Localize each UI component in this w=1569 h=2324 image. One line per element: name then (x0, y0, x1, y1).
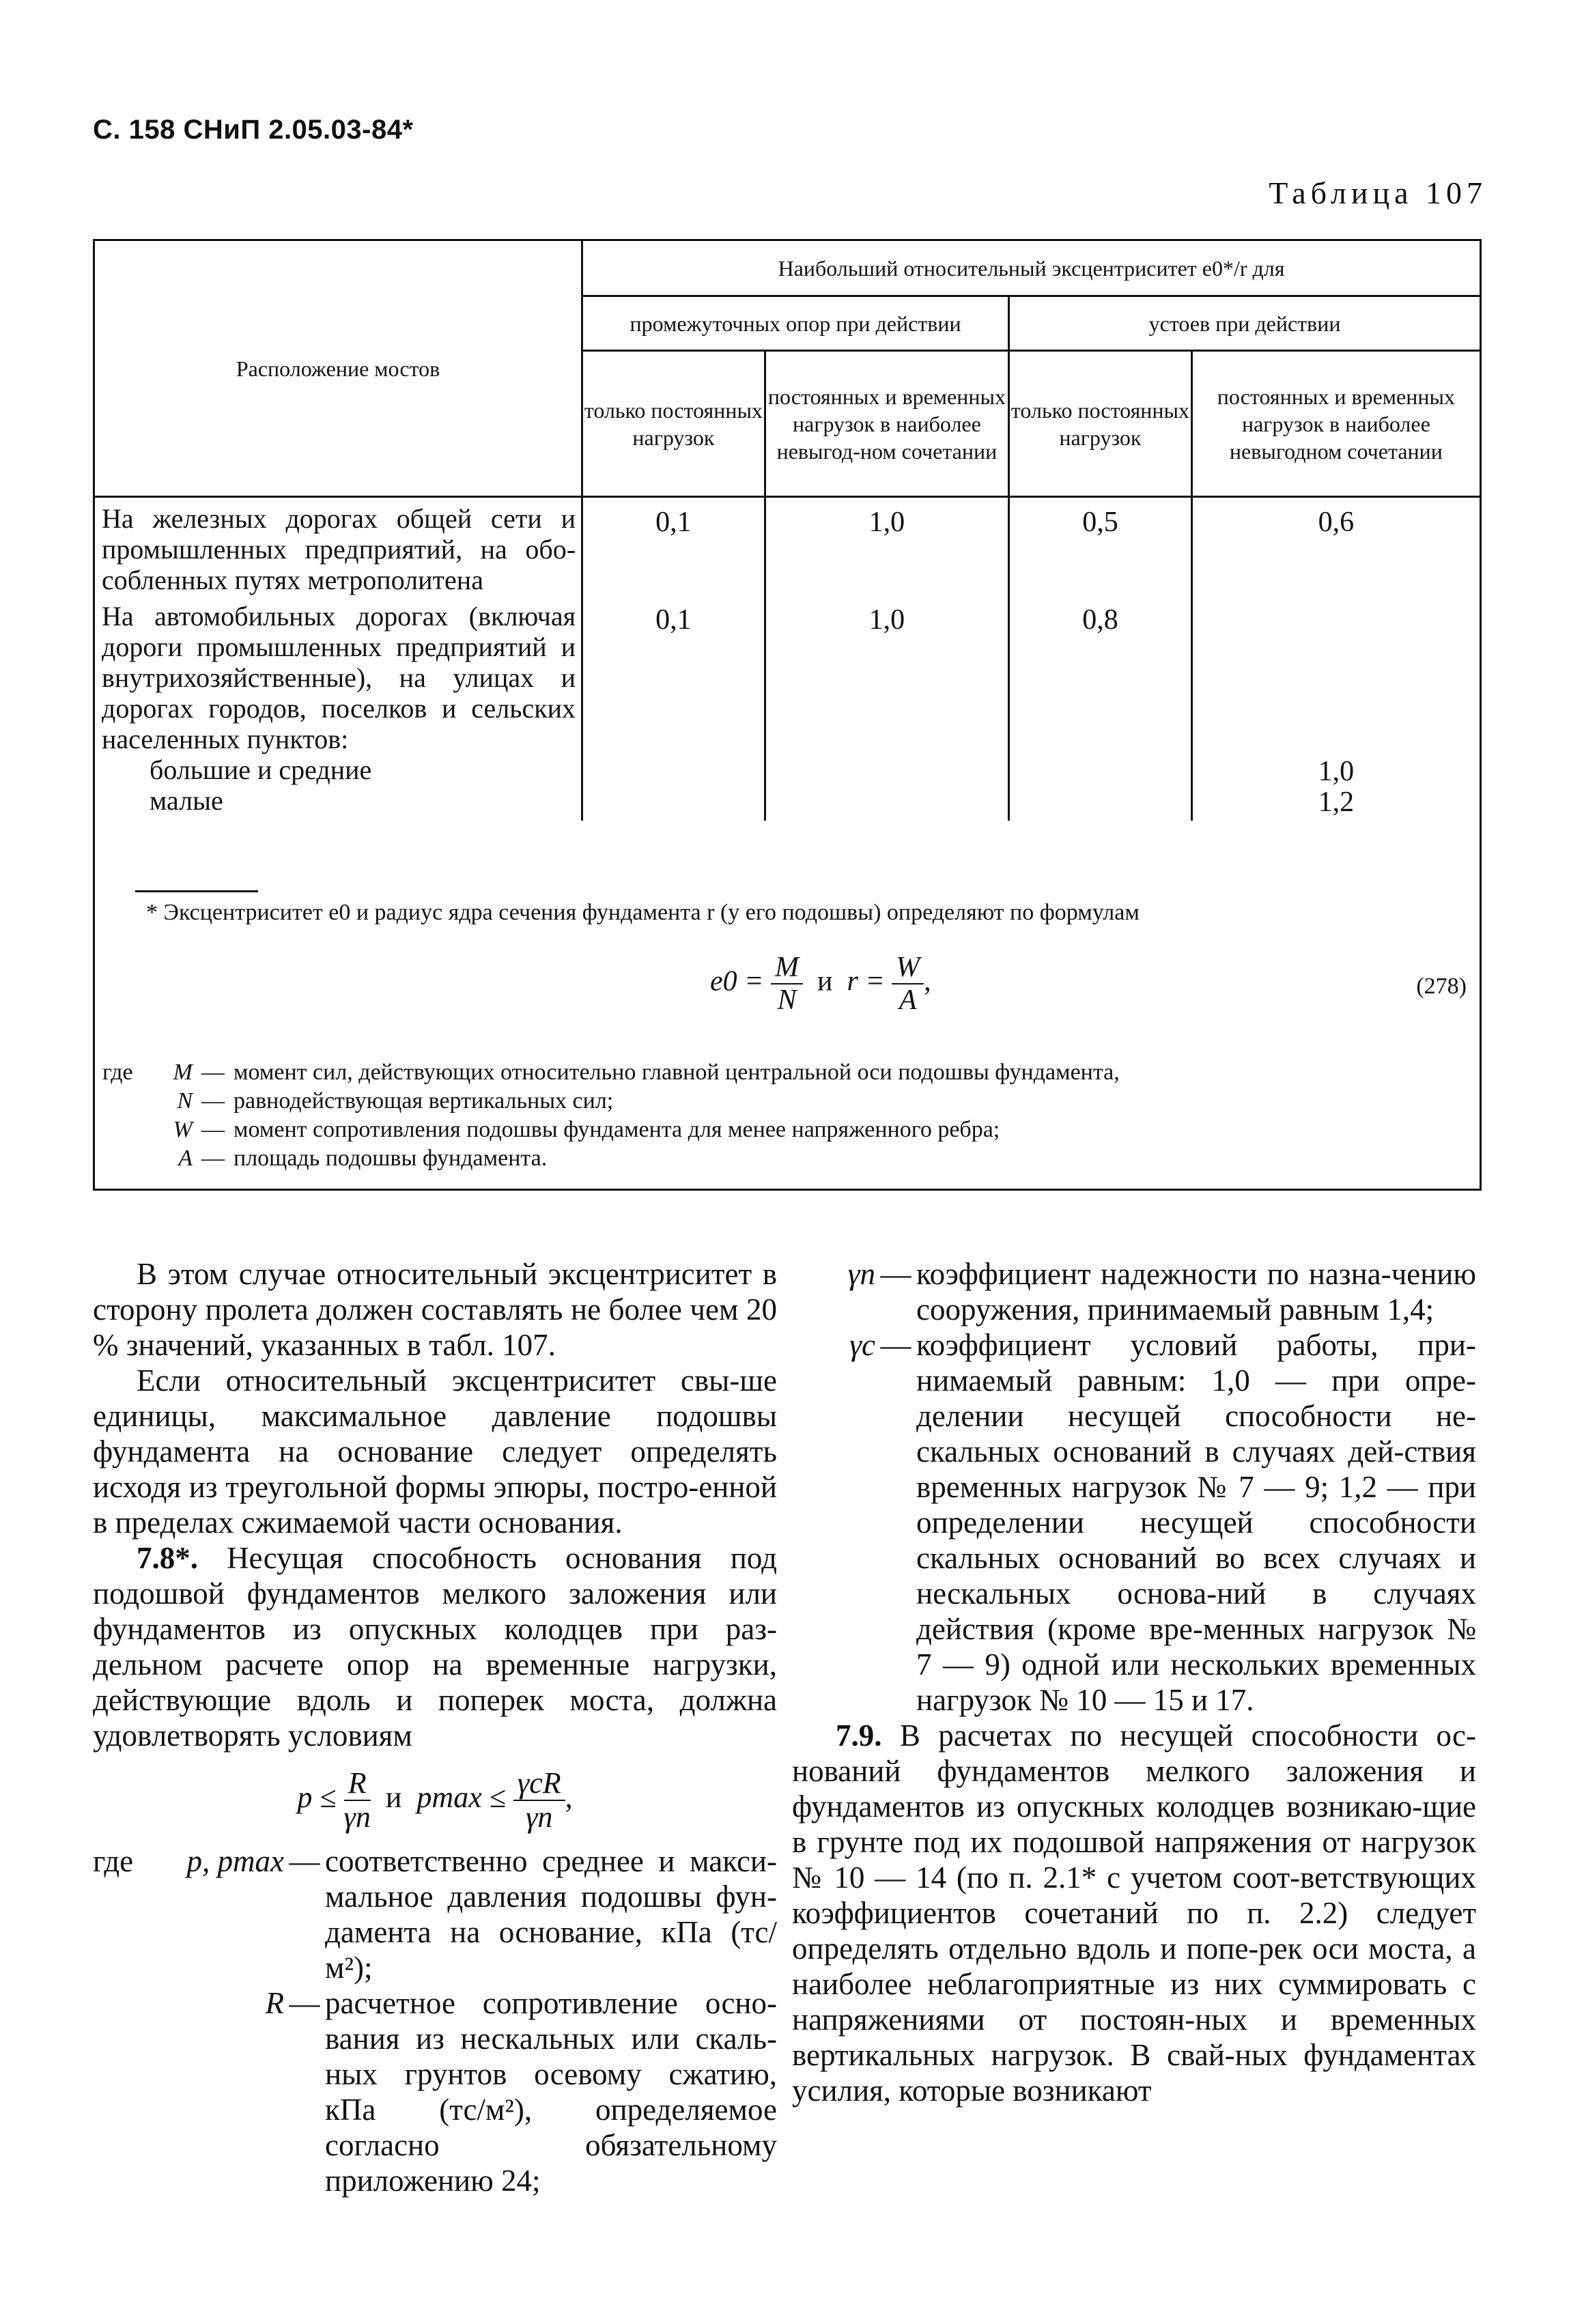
definition-term: R (265, 1986, 284, 2020)
right-column (792, 1256, 1476, 2108)
fraction-denominator: A (899, 984, 917, 1016)
legend-text: площадь подошвы фундамента. (234, 1146, 548, 1171)
formula-fraction (513, 1767, 565, 1834)
clause-text: Несущая способность основания под подошвой фундаментов мелкого заложения или фундаментов из опускных колодцев при раз-дельном расчете опор на временные нагрузки, действующие вдоль и поперек моста, должна удовлетворять условиям (93, 1541, 777, 1753)
paragraph (792, 1718, 1476, 2108)
row-value: 0,1 (582, 595, 765, 821)
fraction-denominator: γn (526, 1800, 553, 1834)
footnote-text: * Эксцентриситет e0 и радиус ядра сечения фундамента r (у его подошвы) определяют по формулам (146, 900, 1140, 925)
definition-lead: где (93, 1844, 134, 1878)
row-value: 1,0 (765, 595, 1008, 821)
legend-row: W — момент сопротивления подошвы фундамента для менее напряженного ребра; (102, 1116, 1120, 1144)
row-value: 1,0 (765, 497, 1008, 596)
header-leaf-1: только постоянных нагрузок (582, 351, 765, 497)
formula-bearing-conditions (93, 1767, 777, 1834)
fraction-denominator: γn (343, 1800, 371, 1834)
header-location: Расположение мостов (94, 240, 582, 497)
formula-tail: , (924, 965, 931, 997)
table-frame (93, 239, 1482, 1191)
eccentricity-table (93, 239, 1482, 821)
header-leaf-4: постоянных и временных нагрузок в наиболее невыгодном сочетании (1191, 351, 1480, 497)
legend-lead (102, 1087, 165, 1116)
paragraph: В этом случае относительный эксцентриситет в сторону пролета должен составлять не более чем 20 % значений, указанных в табл. 107. (93, 1257, 777, 1362)
definition-row: γc — коэффициент условий работы, при-нимаемый равным: 1,0 — при опре-делении несущей способности не-скальных оснований в случаях дей-ствия временных нагрузок № 7 — 9; 1,2 — при определении несущей способности скальных оснований во всех случаях и нескальных основа-ний в случаях действия (кроме вре-менных нагрузок № 7 — 9) одной или нескольких временных нагрузок № 10 — 15 и 17. (792, 1327, 1476, 1718)
formula-eccentricity (710, 952, 931, 1016)
formula-legend (102, 1058, 1120, 1173)
fraction-numerator: M (771, 952, 803, 984)
fraction-numerator: W (892, 952, 924, 984)
legend-row: где M — момент сил, действующих относительно главной центральной оси подошвы фундамента, (102, 1058, 1120, 1087)
definition-text: расчетное сопротивление осно-вания из нескальных или скаль-ных грунтов осевому сжатию, кПа (тс/м²), определяемое согласно обязательному приложению 24; (325, 1986, 777, 2198)
legend-lead (102, 1116, 165, 1144)
footnote-rule (135, 890, 258, 892)
row-value: 0,8 (1009, 595, 1192, 821)
row-location: На автомобильных дорогах (включая дороги промышленных предприятий и внутрихозяйственные), на улицах и дорогах городов, поселков и сельских населенных пунктов: (102, 601, 576, 754)
row-sublocation: большие и средние (150, 754, 372, 785)
legend-symbol: W (173, 1117, 193, 1142)
legend-text: момент сопротивления подошвы фундамента для менее напряженного ребра; (234, 1117, 1000, 1142)
definition-text: коэффициент надежности по назна-чению сооружения, принимаемый равным 1,4; (916, 1257, 1476, 1327)
formula-number: (278) (1416, 974, 1467, 999)
legend-lead (102, 1144, 165, 1173)
formula-term: e0 = (710, 965, 764, 997)
paragraph: Если относительный эксцентриситет свы-ше единицы, максимальное давление подошвы фундамента на основание следует определять исходя из треугольной формы эпюры, постро-енной в пределах сжимаемой части основания. (93, 1363, 777, 1540)
legend-row: N — равнодействующая вертикальных сил; (102, 1087, 1120, 1116)
fraction-numerator: γcR (513, 1767, 565, 1801)
formula-joiner: и (817, 965, 833, 997)
left-column (93, 1256, 777, 2198)
formula-joiner: и (385, 1781, 402, 1815)
paragraph (93, 1540, 777, 1753)
legend-lead: где (102, 1060, 133, 1085)
clause-number: 7.9. (836, 1718, 882, 1753)
clause-text: В расчетах по несущей способности ос-нований фундаментов мелкого заложения и фундаментов из опускных колодцев возникаю-щие в грунте под их подошвой напряжения от нагрузок № 10 — 14 (по п. 2.1* с учетом соот-ветствующих коэффициентов сочетаний по п. 2.2) следует определять отдельно вдоль и попе-рек оси моста, а наиболее неблагоприятные из них суммировать с напряжениями от постоян-ных и временных вертикальных нагрузок. В свай-ных фундаментах усилия, которые возникают (792, 1718, 1476, 2108)
row-value: 0,5 (1009, 497, 1192, 596)
formula-fraction (344, 1767, 371, 1834)
row-value: 1,0 (1318, 756, 1355, 787)
legend-symbol: N (177, 1088, 193, 1114)
formula-tail: , (565, 1781, 573, 1815)
definition-row: R — расчетное сопротивление осно-вания из нескальных или скаль-ных грунтов осевому сжатию, кПа (тс/м²), определяемое согласно обязательному приложению 24; (93, 1985, 777, 2198)
legend-symbol: M (173, 1060, 193, 1085)
fraction-numerator: R (344, 1767, 371, 1801)
header-intermediate-supports: промежуточных опор при действии (582, 296, 1009, 351)
definition-text: соответственно среднее и макси-мальное давления подошвы фун-дамента на основание, кПа (тс/м²); (325, 1844, 777, 1985)
legend-symbol: A (178, 1146, 193, 1171)
row-location: На железных дорогах общей сети и промышленных предприятий, на обо-собленных путях метрополитена (94, 497, 582, 596)
formula-term: pmax ≤ (416, 1781, 506, 1815)
definition-row: где p, pmax — соответственно среднее и макси-мальное давления подошвы фун-дамента на основание, кПа (тс/м²); (93, 1844, 777, 1985)
definition-text: коэффициент условий работы, при-нимаемый равным: 1,0 — при опре-делении несущей способности не-скальных оснований в случаях дей-ствия временных нагрузок № 7 — 9; 1,2 — при определении несущей способности скальных оснований во всех случаях и нескальных основа-ний в случаях действия (кроме вре-менных нагрузок № 7 — 9) одной или нескольких временных нагрузок № 10 — 15 и 17. (916, 1328, 1476, 1717)
row-value: 1,2 (1318, 787, 1355, 818)
definition-term: p, pmax (186, 1844, 284, 1878)
row-value: 0,1 (582, 497, 765, 596)
legend-text: равнодействующая вертикальных сил; (234, 1088, 614, 1114)
header-leaf-2: постоянных и временных нагрузок в наиболее невыгод-ном сочетании (765, 351, 1008, 497)
formula-term: r = (847, 965, 885, 997)
legend-text: момент сил, действующих относительно главной центральной оси подошвы фундамента, (234, 1060, 1120, 1085)
header-group-title: Наибольший относительный эксцентриситет e0*/r для (582, 240, 1481, 296)
header-leaf-3: только постоянных нагрузок (1009, 351, 1192, 497)
formula-fraction (771, 952, 803, 1016)
clause-number: 7.8*. (137, 1541, 198, 1575)
legend-row: A — площадь подошвы фундамента. (102, 1144, 1120, 1173)
fraction-denominator: N (777, 984, 797, 1016)
definition-term: γn (847, 1257, 875, 1291)
formula-fraction (892, 952, 924, 1016)
definition-row: γn — коэффициент надежности по назна-чению сооружения, принимаемый равным 1,4; (792, 1256, 1476, 1327)
formula-term: p ≤ (297, 1781, 337, 1815)
table-row (94, 497, 1481, 596)
page-header: С. 158 СНиП 2.05.03-84* (93, 115, 414, 145)
row-value: 0,6 (1191, 497, 1480, 596)
row-sublocation: малые (150, 785, 223, 816)
table-row (94, 595, 1481, 821)
table-caption: Таблица 107 (1269, 175, 1487, 210)
definition-term: γc (849, 1328, 875, 1362)
header-abutments: устоев при действии (1009, 296, 1481, 351)
